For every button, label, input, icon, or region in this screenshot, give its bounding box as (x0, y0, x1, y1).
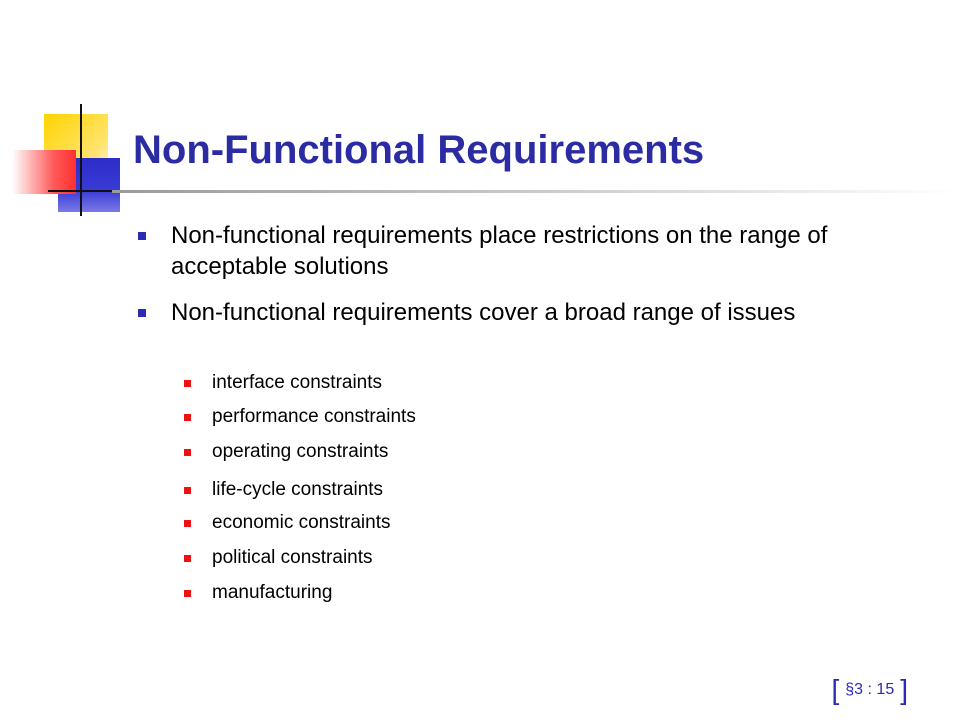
square-sub-bullet-icon (184, 487, 191, 494)
bullet-item (138, 297, 928, 328)
square-sub-bullet-icon (184, 449, 191, 456)
square-sub-bullet-icon (184, 590, 191, 597)
sub-bullet-text: performance constraints (212, 406, 416, 427)
bullet-text: Non-functional requirements cover a broad range of issues (171, 299, 796, 326)
square-bullet-icon (138, 309, 146, 317)
bullet-item (138, 220, 928, 282)
sub-bullet-item (184, 372, 884, 394)
sub-bullet-text: operating constraints (212, 441, 389, 462)
reference-open-bracket: [ (831, 674, 840, 705)
sub-bullet-item (184, 406, 884, 428)
sub-bullet-text: manufacturing (212, 582, 333, 603)
sub-bullet-text: economic constraints (212, 512, 391, 533)
square-sub-bullet-icon (184, 555, 191, 562)
slide-reference (832, 676, 909, 704)
square-bullet-icon (138, 232, 146, 240)
square-sub-bullet-icon (184, 414, 191, 421)
bullet-text: Non-functional requirements place restrictions on the range of acceptable solutions (171, 222, 828, 280)
reference-close-bracket: ] (900, 674, 908, 705)
sub-bullet-item (184, 582, 884, 604)
square-sub-bullet-icon (184, 380, 191, 387)
reference-number: §3 : 15 (845, 681, 895, 698)
sub-bullet-text: interface constraints (212, 372, 383, 393)
sub-bullet-item (184, 512, 884, 534)
sub-bullet-text: life-cycle constraints (212, 479, 384, 500)
sub-bullet-text: political constraints (212, 547, 373, 568)
sub-bullet-item (184, 479, 884, 501)
slide-title: Non-Functional Requirements (133, 128, 705, 172)
sub-bullet-item (184, 441, 884, 463)
sub-bullet-item (184, 547, 884, 569)
square-sub-bullet-icon (184, 520, 191, 527)
